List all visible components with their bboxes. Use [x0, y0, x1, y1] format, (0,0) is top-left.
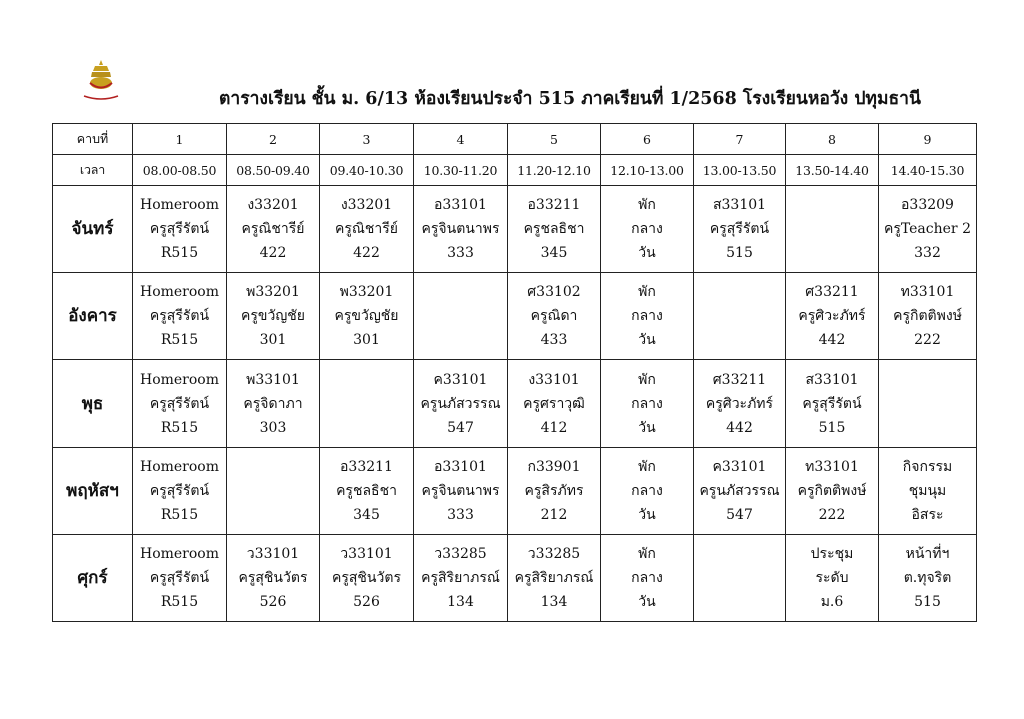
cell-line: ศ33211 [805, 284, 859, 301]
cell-line: Homeroom [139, 458, 220, 475]
class-cell [414, 360, 508, 447]
class-cell [694, 186, 786, 273]
cell-line: ก33901 [527, 458, 581, 475]
cell-line: 526 [353, 593, 380, 610]
class-cell [786, 273, 879, 360]
cell-line: ครูชลธิชา [523, 221, 585, 238]
cell-line: ท33101 [900, 284, 955, 301]
class-cell [508, 360, 601, 447]
class-cell [227, 447, 320, 534]
cell-line: ครูจินตนาพร [421, 221, 500, 238]
cell-line: พัก [638, 284, 656, 301]
cell-line: ศ33102 [527, 284, 581, 301]
class-cell [879, 273, 977, 360]
cell-line: พ33201 [339, 284, 394, 301]
class-cell [508, 273, 601, 360]
period-number: 6 [601, 124, 694, 155]
cell-line: ครูขวัญชัย [241, 308, 305, 325]
period-time: 12.10-13.00 [601, 155, 694, 186]
cell-line: ครูนภัสวรรณ [420, 395, 501, 412]
cell-line: ท33101 [805, 458, 859, 475]
cell-line: ครูณิชารีย์ [335, 221, 398, 238]
cell-line: ครูสิริยาภรณ์ [421, 569, 500, 586]
cell-line: Homeroom [139, 284, 220, 301]
cell-line: พ33101 [246, 371, 300, 388]
page-title: ตารางเรียน ชั้น ม. 6/13 ห้องเรียนประจำ 515 ภาคเรียนที่ 1/2568 โรงเรียนหอวัง ปทุมธานี [219, 89, 921, 109]
cell-line: 301 [353, 332, 380, 349]
cell-line: อิสระ [911, 506, 944, 523]
class-cell [601, 186, 694, 273]
cell-line: พัก [638, 545, 656, 562]
class-cell [133, 186, 227, 273]
cell-line: R515 [160, 593, 199, 610]
cell-line: ว33101 [340, 545, 393, 562]
cell-line: 515 [914, 593, 941, 610]
cell-line: ครูสุรีรัตน์ [149, 395, 210, 412]
cell-line: วัน [638, 419, 656, 436]
cell-line: 134 [540, 593, 568, 610]
cell-line: ชุมนุม [908, 482, 947, 499]
period-number: 3 [320, 124, 414, 155]
period-number: 2 [227, 124, 320, 155]
cell-line: ว33285 [434, 545, 487, 562]
cell-line: ครูสุรีรัตน์ [149, 482, 210, 499]
cell-line: ส33101 [712, 197, 767, 214]
class-cell [879, 447, 977, 534]
cell-line: Homeroom [139, 371, 220, 388]
cell-line: ครูสุชินวัตร [332, 569, 401, 586]
cell-line: พัก [638, 458, 656, 475]
class-cell [414, 273, 508, 360]
cell-line: ว33101 [246, 545, 300, 562]
period-number: 7 [694, 124, 786, 155]
cell-line: 442 [726, 419, 753, 436]
cell-line: 442 [818, 332, 846, 349]
class-cell [320, 186, 414, 273]
cell-line: ง33201 [247, 197, 299, 214]
period-time: 14.40-15.30 [879, 155, 977, 186]
cell-line: 303 [259, 419, 287, 436]
class-cell [601, 360, 694, 447]
day-row [53, 534, 977, 621]
cell-line: R515 [160, 245, 199, 262]
cell-line: กลาง [631, 482, 663, 499]
cell-line: R515 [160, 506, 199, 523]
class-cell [694, 534, 786, 621]
cell-line: อ33209 [901, 197, 954, 214]
cell-line: ครูจิดาภา [243, 395, 303, 412]
day-row [53, 360, 977, 447]
cell-line: 422 [353, 245, 380, 262]
cell-line: 515 [818, 419, 846, 436]
cell-line: ครูณิชารีย์ [241, 221, 305, 238]
class-cell [133, 534, 227, 621]
period-time: 08.00-08.50 [133, 155, 227, 186]
class-cell [879, 534, 977, 621]
class-cell [694, 447, 786, 534]
day-name: ศุกร์ [53, 534, 133, 621]
timetable [52, 123, 977, 622]
day-name: อังคาร [53, 273, 133, 360]
class-cell [320, 534, 414, 621]
cell-line: ครูชลธิชา [336, 482, 397, 499]
cell-line: 212 [540, 506, 568, 523]
period-header-row [53, 124, 977, 155]
class-cell [414, 447, 508, 534]
cell-line: อ33211 [527, 197, 581, 214]
cell-line: 526 [259, 593, 287, 610]
class-cell [694, 360, 786, 447]
class-cell [786, 360, 879, 447]
cell-line: ครูTeacher 2 [884, 221, 971, 238]
class-cell [786, 534, 879, 621]
period-number: 5 [508, 124, 601, 155]
cell-line: วัน [638, 593, 656, 610]
cell-line: R515 [160, 419, 199, 436]
cell-line: 433 [540, 332, 568, 349]
cell-line: 301 [259, 332, 287, 349]
cell-line: ครูศราวุฒิ [523, 395, 585, 412]
cell-line: 547 [447, 419, 474, 436]
cell-line: ครูสิรภัทร [524, 482, 584, 499]
period-time: 11.20-12.10 [508, 155, 601, 186]
cell-line: ประชุม [810, 545, 854, 562]
cell-line: ส33101 [805, 371, 859, 388]
cell-line: 412 [540, 419, 568, 436]
cell-line: 333 [447, 245, 474, 262]
cell-line: พัก [638, 197, 656, 214]
cell-line: อ33211 [340, 458, 393, 475]
period-time: 10.30-11.20 [414, 155, 508, 186]
period-time: 13.50-14.40 [786, 155, 879, 186]
cell-line: ครูสุรีรัตน์ [149, 221, 210, 238]
cell-line: กิจกรรม [902, 458, 953, 475]
day-name: พฤหัสฯ [53, 447, 133, 534]
cell-line: พ33201 [246, 284, 300, 301]
period-number: 1 [133, 124, 227, 155]
class-cell [601, 534, 694, 621]
cell-line: 345 [353, 506, 380, 523]
cell-line: ครูกิตติพงษ์ [797, 482, 867, 499]
cell-line: ง33201 [340, 197, 393, 214]
cell-line: ว33285 [527, 545, 581, 562]
class-cell [320, 360, 414, 447]
cell-line: อ33101 [434, 458, 487, 475]
period-time: 08.50-09.40 [227, 155, 320, 186]
day-row [53, 273, 977, 360]
class-cell [786, 186, 879, 273]
period-time: 09.40-10.30 [320, 155, 414, 186]
day-row [53, 447, 977, 534]
class-cell [879, 360, 977, 447]
cell-line: 222 [818, 506, 846, 523]
cell-line: ครูนภัสวรรณ [699, 482, 780, 499]
class-cell [508, 186, 601, 273]
class-cell [133, 447, 227, 534]
cell-line: วัน [638, 506, 656, 523]
period-number: 4 [414, 124, 508, 155]
day-row [53, 186, 977, 273]
cell-line: 515 [726, 245, 753, 262]
time-row [53, 155, 977, 186]
class-cell [879, 186, 977, 273]
cell-line: กลาง [631, 569, 663, 586]
period-label: คาบที่ [53, 124, 133, 155]
cell-line: ครูขวัญชัย [334, 308, 399, 325]
class-cell [786, 447, 879, 534]
cell-line: ครูณิดา [530, 308, 578, 325]
cell-line: หน้าที่ฯ [905, 545, 950, 562]
class-cell [320, 273, 414, 360]
class-cell [133, 360, 227, 447]
cell-line: ครูสุรีรัตน์ [802, 395, 862, 412]
cell-line: ครูศิวะภัทร์ [705, 395, 774, 412]
class-cell [414, 534, 508, 621]
day-name: จันทร์ [53, 186, 133, 273]
school-logo [78, 56, 124, 102]
day-name: พุธ [53, 360, 133, 447]
class-cell [133, 273, 227, 360]
cell-line: ค33101 [433, 371, 488, 388]
cell-line: ครูสุรีรัตน์ [709, 221, 770, 238]
class-cell [227, 186, 320, 273]
cell-line: กลาง [631, 221, 663, 238]
cell-line: ครูสุรีรัตน์ [149, 308, 210, 325]
time-label: เวลา [53, 155, 133, 186]
cell-line: ครูศิวะภัทร์ [798, 308, 866, 325]
cell-line: ครูสิริยาภรณ์ [514, 569, 594, 586]
cell-line: พัก [638, 371, 656, 388]
cell-line: 345 [540, 245, 568, 262]
cell-line: ศ33211 [712, 371, 767, 388]
cell-line: ต.ทุจริต [903, 569, 952, 586]
period-number: 9 [879, 124, 977, 155]
cell-line: อ33101 [434, 197, 487, 214]
cell-line: กลาง [631, 395, 663, 412]
class-cell [320, 447, 414, 534]
cell-line: กลาง [631, 308, 663, 325]
cell-line: ง33101 [528, 371, 580, 388]
cell-line: 547 [726, 506, 753, 523]
cell-line: 422 [259, 245, 287, 262]
cell-line: 222 [914, 332, 941, 349]
cell-line: ม.6 [820, 593, 844, 610]
class-cell [601, 447, 694, 534]
cell-line: ครูจินตนาพร [421, 482, 500, 499]
cell-line: ครูสุรีรัตน์ [149, 569, 210, 586]
cell-line: ครูสุชินวัตร [238, 569, 308, 586]
cell-line: 332 [914, 245, 941, 262]
period-time: 13.00-13.50 [694, 155, 786, 186]
cell-line: 333 [447, 506, 474, 523]
class-cell [601, 273, 694, 360]
cell-line: R515 [160, 332, 199, 349]
class-cell [227, 273, 320, 360]
class-cell [508, 447, 601, 534]
cell-line: ค33101 [712, 458, 767, 475]
cell-line: Homeroom [139, 545, 220, 562]
class-cell [227, 534, 320, 621]
cell-line: ครูกิตติพงษ์ [893, 308, 962, 325]
class-cell [694, 273, 786, 360]
class-cell [508, 534, 601, 621]
cell-line: ระดับ [815, 569, 849, 586]
cell-line: 134 [447, 593, 474, 610]
period-number: 8 [786, 124, 879, 155]
cell-line: วัน [638, 245, 656, 262]
class-cell [227, 360, 320, 447]
cell-line: วัน [638, 332, 656, 349]
cell-line: Homeroom [139, 197, 220, 214]
class-cell [414, 186, 508, 273]
